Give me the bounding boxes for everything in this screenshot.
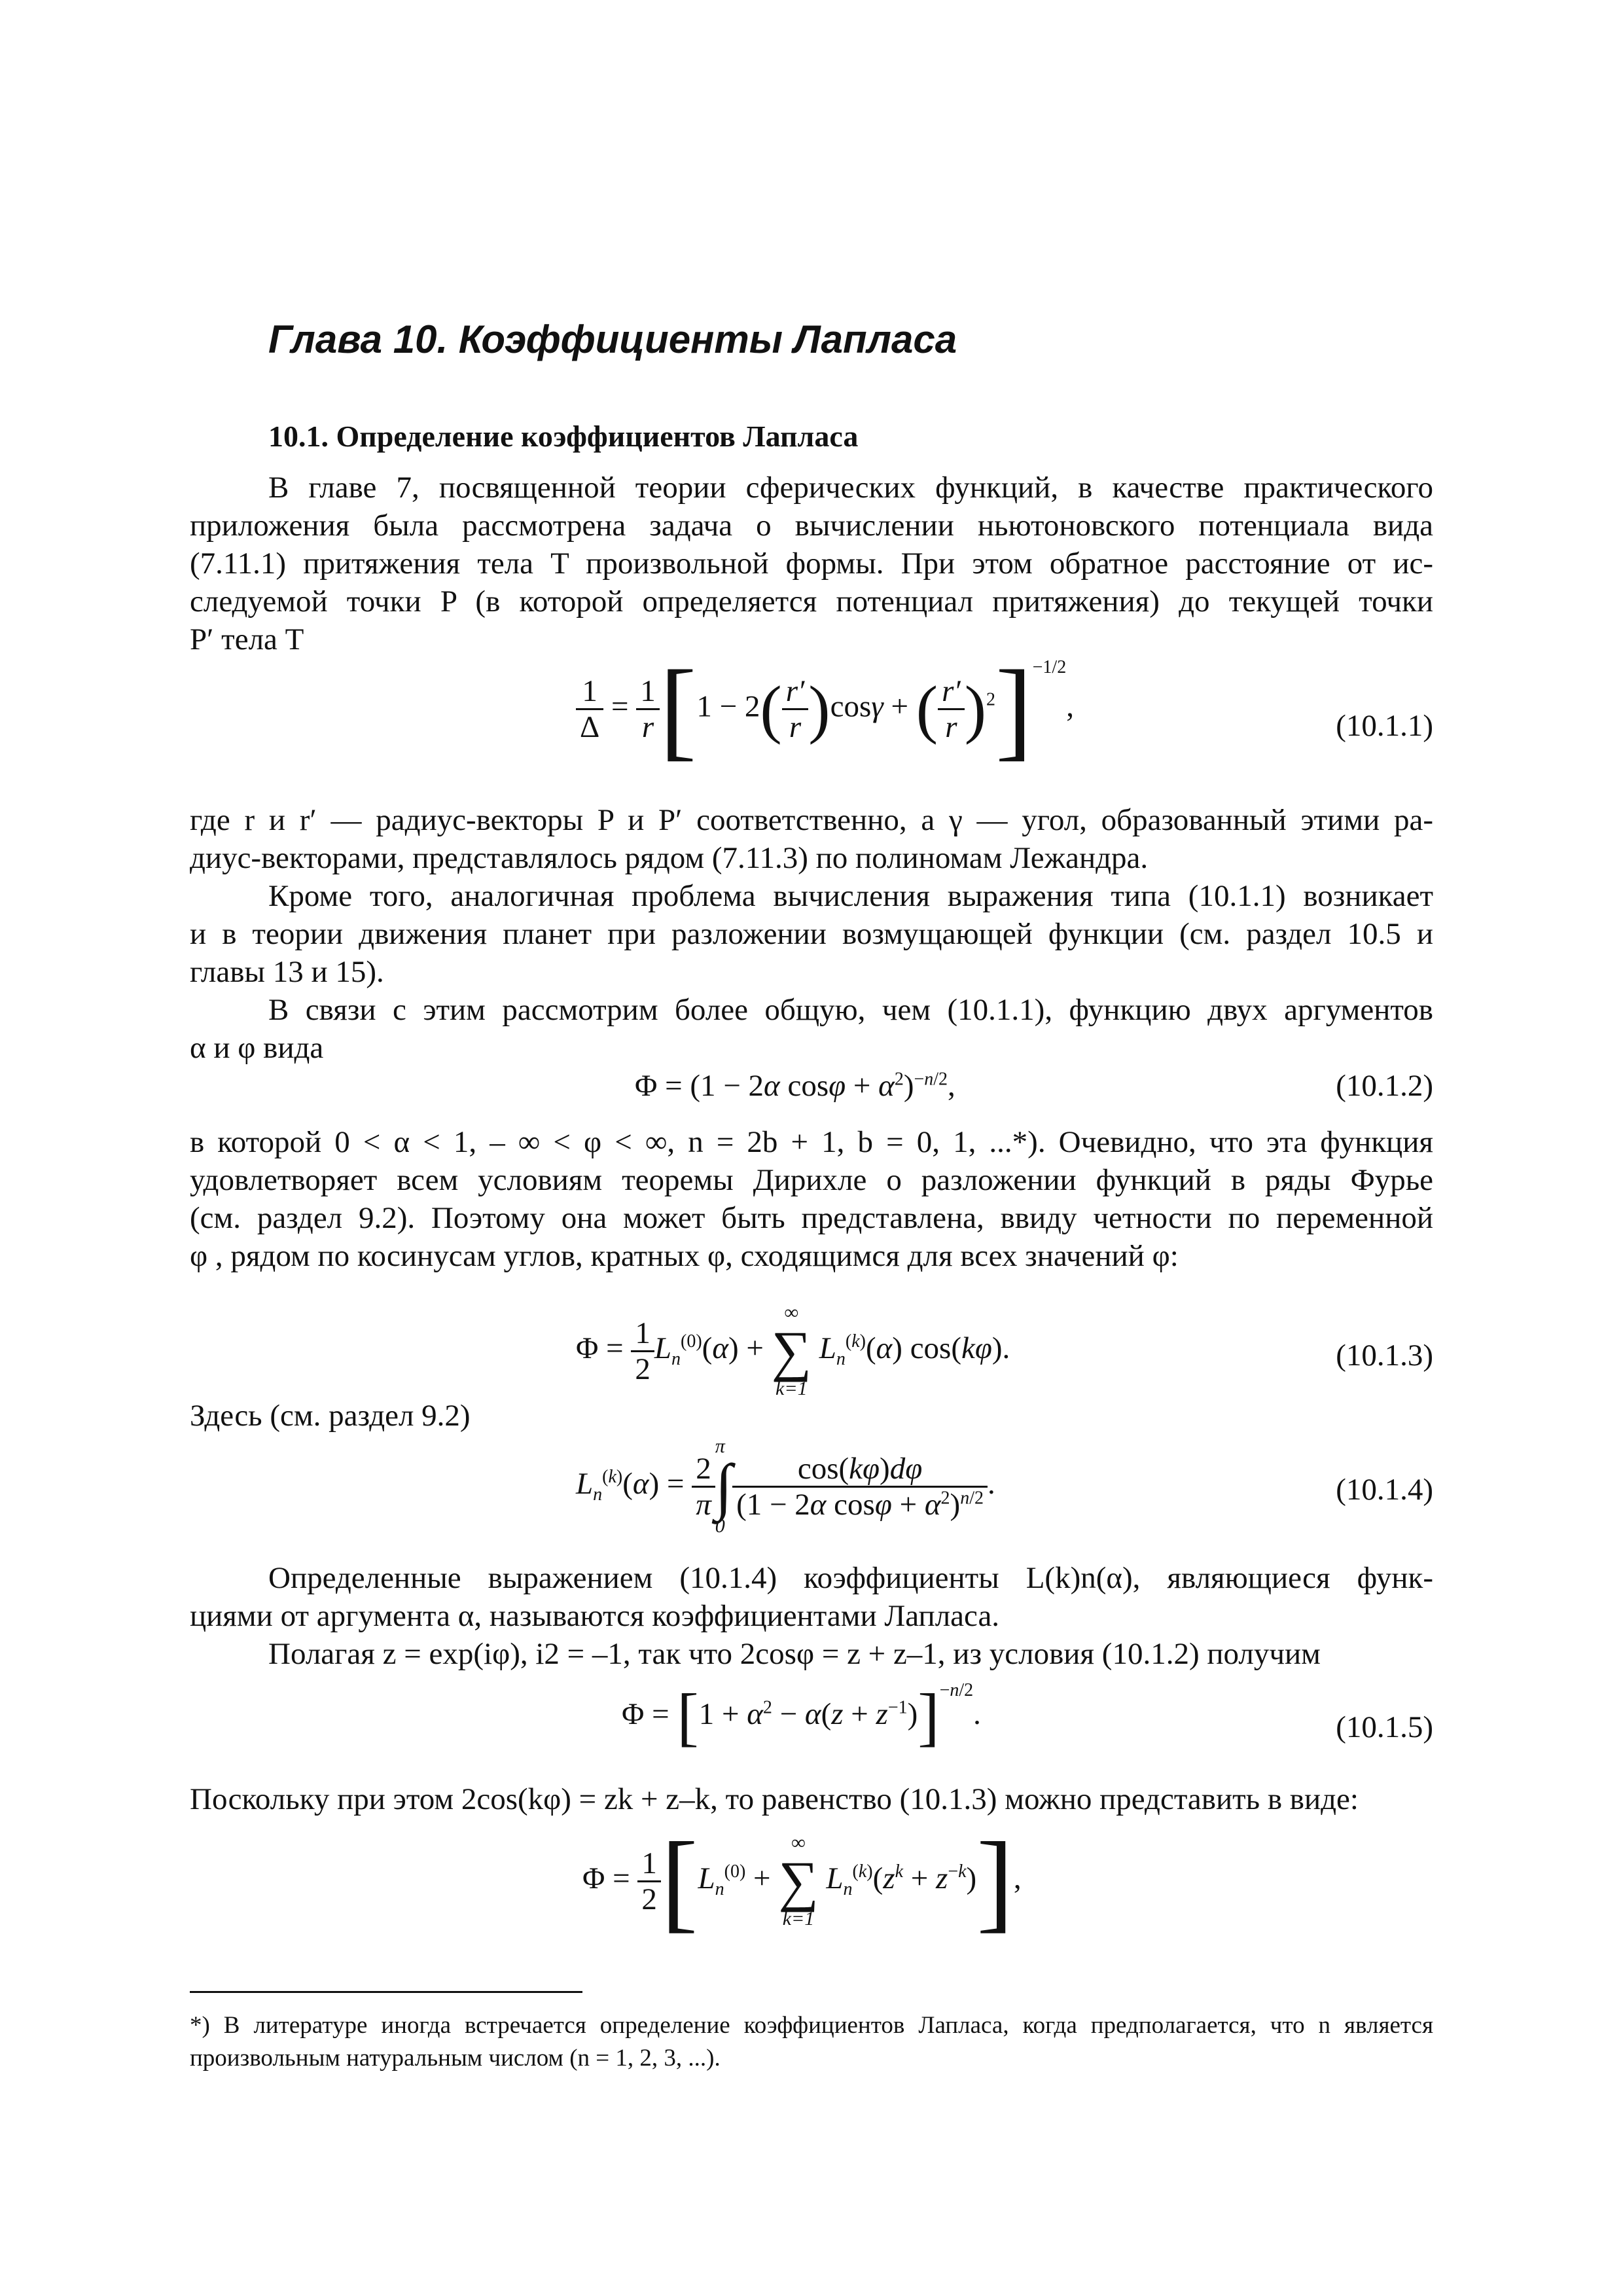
equation-number: (10.1.5) <box>1336 1710 1433 1744</box>
text-line: в которой 0 < α < 1, – ∞ < φ < ∞, n = 2b + 1, b = 0, 1, ...*). Очевидно, что эта функция <box>190 1125 1433 1159</box>
equation-10-1-4 <box>190 1437 1433 1541</box>
paragraph-1 <box>190 469 1433 658</box>
text-line: приложения была рассмотрена задача о вычислении ньютоновского потенциала вида <box>190 509 1433 543</box>
section-title: 10.1. Определение коэффициентов Лапласа <box>268 420 859 453</box>
paragraph-7 <box>190 1559 1433 1635</box>
paragraph-5 <box>190 1123 1433 1275</box>
equation-10-1-1 <box>190 647 1433 785</box>
text-line: главы 13 и 15). <box>190 955 384 989</box>
paragraph-9 <box>190 1780 1433 1818</box>
text-line: Полагая z = exp(iφ), i2 = –1, так что 2cosφ = z + z–1, из условия (10.1.2) получим <box>268 1637 1321 1671</box>
text-line: Кроме того, аналогичная проблема вычисления выражения типа (10.1.1) возникает <box>268 879 1433 913</box>
equation-body: $L_n^{(k)}(\alpha)$ = $\frac{2}{\pi}$ π ∫ 0 $\frac{\cos(k\varphi)d\varphi}{(1 - 2\alpha \cos\varphi + \alpha^2)^{n/2}}$ . <box>576 1435 995 1537</box>
equation-body: $\frac{1}{\Delta}$ = $\frac{1}{r}$ [1 − 2( $\frac{r'}{r}$ )cosγ + ( $\frac{r'}{r}$ )$^2$]$^{-1/2}$, <box>576 674 1074 744</box>
paragraph-6 <box>190 1397 1433 1435</box>
chapter-title: Глава 10. Коэффициенты Лапласа <box>268 317 957 361</box>
text-line: P′ тела T <box>190 622 304 656</box>
paragraph-2 <box>190 801 1433 877</box>
equation-10-1-3 <box>190 1302 1433 1401</box>
equation-number: (10.1.2) <box>1336 1069 1433 1103</box>
text-line: (7.11.1) притяжения тела T произвольной формы. При этом обратное расстояние от ис- <box>190 547 1433 581</box>
text-line: φ , рядом по косинусам углов, кратных φ, сходящимся для всех значений φ: <box>190 1239 1179 1273</box>
text-line: α и φ вида <box>190 1031 324 1065</box>
equation-body: $\Phi = [1 + \alpha^2 - \alpha(z + z^{-1})]^{-n/2}$. <box>622 1680 981 1753</box>
equation-body: Φ = $\frac{1}{2}$ [$L_n^{(0)}$ + ∞ ∑ k=1 $L_n^{(k)}(z^k + z^{-k})$], <box>582 1820 1022 1943</box>
text-line: следуемой точки P (в которой определяется потенциал притяжения) до текущей точки <box>190 584 1433 619</box>
text-line: удовлетворяет всем условиям теоремы Дирихле о разложении функций в ряды Фурье <box>190 1163 1433 1197</box>
paragraph-8 <box>190 1635 1433 1673</box>
equation-body: Φ = (1 − 2α $\cos\varphi + \alpha^2)^{-n/2}$, <box>635 1069 955 1103</box>
text-line: Поскольку при этом 2cos(kφ) = zk + z–k, то равенство (10.1.3) можно представить в виде: <box>190 1782 1359 1816</box>
footnote-rule <box>190 1991 582 1993</box>
equation-number: (10.1.4) <box>1336 1473 1433 1507</box>
text-line: (см. раздел 9.2). Поэтому она может быть представлена, ввиду четности по переменной <box>190 1201 1433 1235</box>
equation-10-1-5 <box>190 1680 1433 1754</box>
text-line: Здесь (см. раздел 9.2) <box>190 1399 471 1433</box>
paragraph-3 <box>190 877 1433 991</box>
equation-number: (10.1.1) <box>1336 709 1433 743</box>
text-line: Определенные выражением (10.1.4) коэффициенты L(k)n(α), являющиеся функ- <box>268 1561 1433 1595</box>
text-line: В главе 7, посвященной теории сферических функций, в качестве практического <box>268 471 1433 505</box>
footnote: *) В литературе иногда встречается определение коэффициентов Лапласа, когда предполагается, что n является произвольным натуральным числом (n = 1, 2, 3, ...). <box>190 2012 1433 2072</box>
equation-10-1-2 <box>190 1067 1433 1106</box>
text-line: и в теории движения планет при разложении возмущающей функции (см. раздел 10.5 и <box>190 917 1433 951</box>
equation-body: Φ = $\frac{1}{2}$ $L_n^{(0)}(\alpha)$ + ∞ ∑ k=1 $L_n^{(k)}(\alpha)$ cos(kφ). <box>576 1302 1010 1399</box>
equation-expansion <box>190 1820 1433 1944</box>
text-line: циями от аргумента α, называются коэффициентами Лапласа. <box>190 1599 1000 1633</box>
paragraph-4 <box>190 991 1433 1067</box>
text-line: где r и r′ — радиус-векторы P и P′ соответственно, а γ — угол, образованный этими ра- <box>190 803 1433 837</box>
text-line: диус-векторами, представлялось рядом (7.11.3) по полиномам Лежандра. <box>190 841 1149 875</box>
equation-number: (10.1.3) <box>1336 1338 1433 1372</box>
text-line: В связи с этим рассмотрим более общую, чем (10.1.1), функцию двух аргументов <box>268 993 1433 1027</box>
